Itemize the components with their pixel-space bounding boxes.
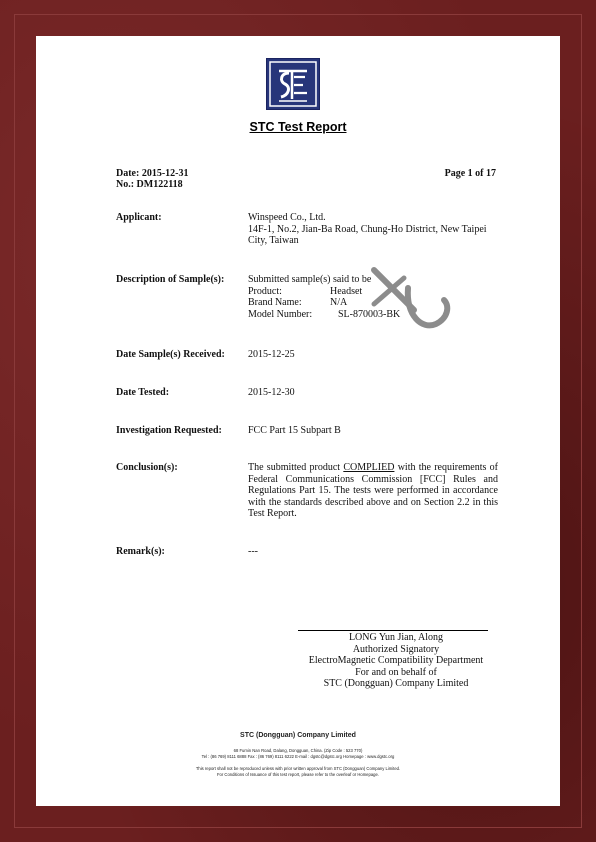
signature-stamp-icon: [362, 264, 454, 341]
signature-block: [276, 632, 516, 690]
report-number: No.: DM122118: [116, 179, 183, 190]
applicant-address-line: City, Taiwan: [248, 235, 299, 246]
footer-notice-line: For Conditions of Issuance of this test report, please refer to the overleaf or Homepage.: [216, 771, 379, 777]
footer-notice: [36, 766, 560, 777]
footer-contact: [36, 748, 560, 759]
signatory-name: LONG Yun Jian, Along: [348, 632, 444, 643]
model-label: Model Number:: [248, 308, 313, 320]
tested-value: 2015-12-30: [248, 387, 295, 398]
report-date: Date: 2015-12-31: [116, 168, 189, 179]
applicant-value: [248, 212, 498, 247]
report-title: STC Test Report: [249, 120, 347, 134]
received-label: Date Sample(s) Received:: [116, 349, 225, 360]
conclusion-label: Conclusion(s):: [116, 462, 178, 473]
model-value: SL-870003-BK: [338, 308, 401, 320]
signature-line: [298, 630, 488, 631]
conclusion-post: with the requirements of Federal Communications Commission [FCC] Rules and Regulations Part 15. The tests were performed in accordance with the standards described above and on Section 2.2 in this Test Report.: [248, 462, 498, 519]
investigation-value: FCC Part 15 Subpart B: [248, 425, 341, 436]
description-intro: Submitted sample(s) said to be: [248, 274, 372, 285]
applicant-address-line: 14F-1, No.2, Jian-Ba Road, Chung-Ho District, New Taipei: [248, 223, 487, 235]
product-value: Headset: [330, 285, 363, 297]
signatory-company: STC (Dongguan) Company Limited: [323, 678, 469, 690]
product-label: Product:: [248, 285, 282, 297]
stc-logo-icon: [266, 58, 320, 110]
signatory-department: ElectroMagnetic Compatibility Department: [308, 655, 484, 667]
footer-address: 68 Fumin Nan Road, Dalang, Dongguan, China. (Zip Code : 523 770): [233, 748, 363, 753]
report-page: [36, 36, 560, 806]
description-label: Description of Sample(s):: [116, 274, 225, 285]
signatory-behalf: For and on behalf of: [355, 666, 437, 678]
conclusion-status: COMPLIED: [343, 462, 395, 473]
remark-value: ---: [248, 546, 258, 557]
received-value: 2015-12-25: [248, 349, 295, 360]
tested-label: Date Tested:: [116, 387, 170, 398]
brand-label: Brand Name:: [248, 297, 302, 308]
brand-value: N/A: [330, 297, 348, 308]
footer-company: STC (Dongguan) Company Limited: [240, 732, 356, 739]
page-number: Page 1 of 17: [444, 168, 496, 179]
remark-label: Remark(s):: [116, 546, 165, 557]
applicant-label: Applicant:: [116, 212, 162, 223]
applicant-name: Winspeed Co., Ltd.: [248, 212, 326, 223]
footer-contact-line: Tel : (86 769) 8111 6888 Fax : (86 769) 8111 6222 E-mail : dgstc@dgstc.org Homepage : www.dgstc.org: [201, 753, 395, 759]
conclusion-pre: The submitted product: [248, 462, 344, 473]
signatory-role: Authorized Signatory: [352, 643, 440, 655]
footer-notice-line: This report shall not be reproduced unless with prior written approval from STC (Dongguan) Company Limited.: [195, 766, 401, 771]
conclusion-text: [248, 462, 498, 520]
investigation-label: Investigation Requested:: [116, 425, 222, 436]
